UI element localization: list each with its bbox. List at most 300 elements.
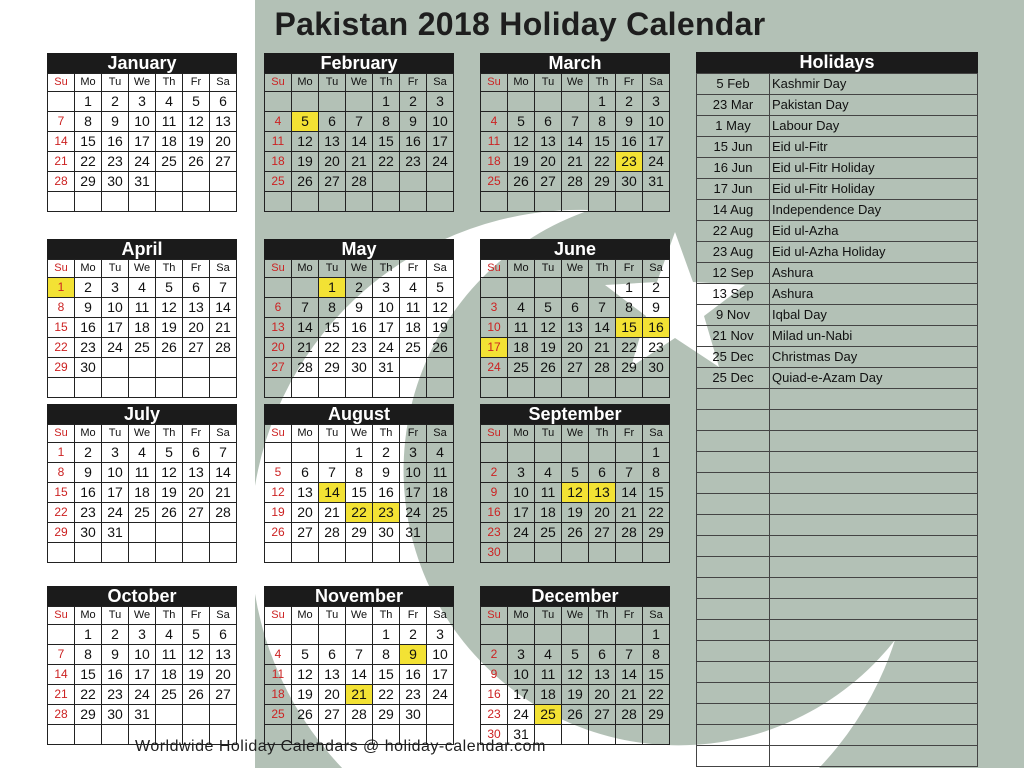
empty-cell <box>481 443 508 463</box>
month-name: May <box>264 239 454 259</box>
weekday-label: We <box>129 425 156 443</box>
day-cell: 11 <box>427 463 454 483</box>
weekday-label: Th <box>589 425 616 443</box>
month-name: September <box>480 404 670 424</box>
holiday-row <box>697 620 978 641</box>
day-cell: 4 <box>400 278 427 298</box>
day-cell: 18 <box>508 338 535 358</box>
day-cell: 7 <box>346 112 373 132</box>
empty-cell <box>535 443 562 463</box>
holiday-row <box>697 536 978 557</box>
day-cell: 24 <box>427 152 454 172</box>
empty-cell <box>643 192 670 212</box>
empty-cell <box>265 378 292 398</box>
day-cell: 7 <box>616 463 643 483</box>
weekday-label: We <box>129 260 156 278</box>
day-cell: 16 <box>643 318 670 338</box>
holiday-row <box>697 515 978 536</box>
day-cell: 24 <box>508 523 535 543</box>
day-cell: 12 <box>265 483 292 503</box>
day-cell: 16 <box>75 483 102 503</box>
empty-cell <box>589 725 616 745</box>
day-cell: 9 <box>400 112 427 132</box>
empty-cell <box>427 192 454 212</box>
holiday-name <box>770 410 978 431</box>
empty-cell <box>427 378 454 398</box>
holiday-row <box>697 305 978 326</box>
weekday-label: Sa <box>643 74 670 92</box>
day-cell: 7 <box>210 278 237 298</box>
day-cell: 8 <box>643 645 670 665</box>
day-cell: 1 <box>373 92 400 112</box>
empty-cell <box>535 192 562 212</box>
day-cell: 1 <box>75 625 102 645</box>
day-cell: 23 <box>102 685 129 705</box>
day-cell: 3 <box>508 463 535 483</box>
day-cell: 18 <box>535 503 562 523</box>
holiday-name: Christmas Day <box>770 347 978 368</box>
day-cell: 14 <box>48 665 75 685</box>
empty-cell <box>508 378 535 398</box>
weekday-label: We <box>129 74 156 92</box>
day-cell: 28 <box>562 172 589 192</box>
holiday-date: 1 May <box>697 116 770 137</box>
day-cell: 5 <box>265 463 292 483</box>
empty-cell <box>48 725 75 745</box>
empty-cell <box>589 625 616 645</box>
day-cell: 11 <box>265 665 292 685</box>
month-may <box>264 239 454 398</box>
weekday-label: We <box>562 425 589 443</box>
day-cell: 1 <box>373 625 400 645</box>
day-cell: 24 <box>129 152 156 172</box>
holidays-panel <box>696 52 978 767</box>
weekday-label: Tu <box>102 607 129 625</box>
month-grid <box>264 424 454 563</box>
day-cell: 13 <box>183 463 210 483</box>
holiday-row <box>697 389 978 410</box>
day-cell: 27 <box>562 358 589 378</box>
day-cell: 26 <box>183 152 210 172</box>
day-cell: 25 <box>481 172 508 192</box>
day-cell: 17 <box>129 132 156 152</box>
day-cell: 9 <box>75 298 102 318</box>
holiday-name <box>770 599 978 620</box>
day-cell: 18 <box>427 483 454 503</box>
day-cell: 3 <box>400 443 427 463</box>
weekday-label: We <box>346 607 373 625</box>
month-name: June <box>480 239 670 259</box>
day-cell: 21 <box>346 685 373 705</box>
holiday-name: Pakistan Day <box>770 95 978 116</box>
empty-cell <box>156 543 183 563</box>
empty-cell <box>292 625 319 645</box>
month-grid <box>480 73 670 212</box>
day-cell: 1 <box>48 443 75 463</box>
day-cell: 5 <box>156 443 183 463</box>
day-cell: 22 <box>616 338 643 358</box>
empty-cell <box>319 378 346 398</box>
day-cell: 30 <box>102 172 129 192</box>
day-cell: 19 <box>292 685 319 705</box>
empty-cell <box>183 172 210 192</box>
month-grid <box>47 73 237 212</box>
empty-cell <box>535 92 562 112</box>
day-cell: 31 <box>508 725 535 745</box>
day-cell: 2 <box>102 625 129 645</box>
weekday-label: Sa <box>210 425 237 443</box>
weekday-label: Su <box>481 260 508 278</box>
day-cell: 27 <box>183 338 210 358</box>
day-cell: 11 <box>129 463 156 483</box>
day-cell: 30 <box>481 543 508 563</box>
empty-cell <box>102 358 129 378</box>
weekday-label: Fr <box>616 425 643 443</box>
holiday-name: Eid ul-Fitr Holiday <box>770 179 978 200</box>
day-cell: 9 <box>102 112 129 132</box>
holiday-row <box>697 704 978 725</box>
day-cell: 29 <box>643 523 670 543</box>
day-cell: 12 <box>156 298 183 318</box>
weekday-label: Tu <box>102 74 129 92</box>
day-cell: 29 <box>75 705 102 725</box>
day-cell: 21 <box>210 483 237 503</box>
day-cell: 30 <box>75 358 102 378</box>
day-cell: 5 <box>183 625 210 645</box>
day-cell: 16 <box>75 318 102 338</box>
day-cell: 31 <box>129 172 156 192</box>
day-cell: 28 <box>346 705 373 725</box>
day-cell: 15 <box>373 132 400 152</box>
day-cell: 16 <box>102 665 129 685</box>
weekday-label: Mo <box>75 260 102 278</box>
empty-cell <box>156 172 183 192</box>
day-cell: 13 <box>319 665 346 685</box>
day-cell: 21 <box>616 503 643 523</box>
weekday-label: Su <box>48 607 75 625</box>
day-cell: 11 <box>508 318 535 338</box>
weekday-label: Fr <box>183 74 210 92</box>
day-cell: 23 <box>616 152 643 172</box>
empty-cell <box>616 192 643 212</box>
holiday-date: 17 Jun <box>697 179 770 200</box>
day-cell: 9 <box>373 463 400 483</box>
day-cell: 4 <box>129 278 156 298</box>
month-september <box>480 404 670 563</box>
holiday-date: 9 Nov <box>697 305 770 326</box>
empty-cell <box>589 278 616 298</box>
day-cell: 5 <box>535 298 562 318</box>
empty-cell <box>265 543 292 563</box>
empty-cell <box>508 543 535 563</box>
holiday-date: 16 Jun <box>697 158 770 179</box>
holiday-date <box>697 557 770 578</box>
day-cell: 20 <box>535 152 562 172</box>
day-cell: 24 <box>508 705 535 725</box>
weekday-label: Fr <box>400 260 427 278</box>
empty-cell <box>48 625 75 645</box>
day-cell: 9 <box>481 483 508 503</box>
day-cell: 12 <box>292 665 319 685</box>
empty-cell <box>481 192 508 212</box>
day-cell: 7 <box>210 443 237 463</box>
day-cell: 23 <box>373 503 400 523</box>
day-cell: 13 <box>589 483 616 503</box>
day-cell: 29 <box>643 705 670 725</box>
day-cell: 7 <box>616 645 643 665</box>
empty-cell <box>481 92 508 112</box>
day-cell: 18 <box>535 685 562 705</box>
weekday-label: Mo <box>292 260 319 278</box>
empty-cell <box>562 543 589 563</box>
holiday-date <box>697 746 770 767</box>
day-cell: 17 <box>400 483 427 503</box>
day-cell: 15 <box>643 483 670 503</box>
empty-cell <box>265 192 292 212</box>
weekday-label: Fr <box>183 607 210 625</box>
empty-cell <box>265 92 292 112</box>
day-cell: 6 <box>589 645 616 665</box>
holiday-name: Eid ul-Azha <box>770 221 978 242</box>
day-cell: 13 <box>292 483 319 503</box>
holiday-date <box>697 662 770 683</box>
empty-cell <box>102 543 129 563</box>
holiday-date <box>697 683 770 704</box>
day-cell: 11 <box>156 645 183 665</box>
empty-cell <box>129 543 156 563</box>
weekday-label: We <box>346 260 373 278</box>
day-cell: 24 <box>427 685 454 705</box>
day-cell: 3 <box>481 298 508 318</box>
day-cell: 15 <box>48 483 75 503</box>
holiday-name <box>770 515 978 536</box>
day-cell: 12 <box>183 645 210 665</box>
day-cell: 6 <box>183 278 210 298</box>
day-cell: 31 <box>373 358 400 378</box>
day-cell: 13 <box>210 112 237 132</box>
empty-cell <box>481 278 508 298</box>
day-cell: 8 <box>373 112 400 132</box>
holiday-row <box>697 662 978 683</box>
day-cell: 5 <box>508 112 535 132</box>
holiday-name <box>770 473 978 494</box>
holiday-date <box>697 725 770 746</box>
day-cell: 7 <box>562 112 589 132</box>
weekday-label: We <box>562 260 589 278</box>
day-cell: 30 <box>481 725 508 745</box>
holidays-table <box>696 73 978 767</box>
empty-cell <box>292 378 319 398</box>
day-cell: 20 <box>562 338 589 358</box>
day-cell: 4 <box>535 463 562 483</box>
holiday-name: Quiad-e-Azam Day <box>770 368 978 389</box>
empty-cell <box>643 543 670 563</box>
day-cell: 5 <box>292 112 319 132</box>
day-cell: 20 <box>265 338 292 358</box>
weekday-label: Fr <box>400 425 427 443</box>
month-grid <box>264 606 454 745</box>
empty-cell <box>616 725 643 745</box>
day-cell: 17 <box>102 483 129 503</box>
day-cell: 24 <box>400 503 427 523</box>
holiday-row <box>697 242 978 263</box>
day-cell: 6 <box>562 298 589 318</box>
month-name: April <box>47 239 237 259</box>
day-cell: 16 <box>400 665 427 685</box>
weekday-label: We <box>562 74 589 92</box>
day-cell: 29 <box>48 358 75 378</box>
day-cell: 12 <box>156 463 183 483</box>
empty-cell <box>400 172 427 192</box>
day-cell: 22 <box>346 503 373 523</box>
empty-cell <box>292 278 319 298</box>
day-cell: 17 <box>508 503 535 523</box>
weekday-label: Th <box>589 74 616 92</box>
day-cell: 7 <box>48 112 75 132</box>
day-cell: 18 <box>129 318 156 338</box>
weekday-label: Tu <box>102 260 129 278</box>
holiday-name: Eid ul-Fitr Holiday <box>770 158 978 179</box>
page-title: Pakistan 2018 Holiday Calendar <box>274 6 766 42</box>
day-cell: 15 <box>373 665 400 685</box>
day-cell: 19 <box>183 132 210 152</box>
empty-cell <box>535 278 562 298</box>
day-cell: 6 <box>292 463 319 483</box>
holiday-date: 5 Feb <box>697 74 770 95</box>
empty-cell <box>319 192 346 212</box>
day-cell: 20 <box>183 483 210 503</box>
day-cell: 4 <box>265 645 292 665</box>
day-cell: 31 <box>400 523 427 543</box>
day-cell: 2 <box>75 278 102 298</box>
day-cell: 23 <box>643 338 670 358</box>
weekday-label: Mo <box>75 607 102 625</box>
empty-cell <box>589 543 616 563</box>
day-cell: 29 <box>75 172 102 192</box>
day-cell: 2 <box>400 625 427 645</box>
weekday-label: Th <box>589 607 616 625</box>
holiday-name <box>770 536 978 557</box>
day-cell: 9 <box>102 645 129 665</box>
day-cell: 18 <box>400 318 427 338</box>
day-cell: 21 <box>319 503 346 523</box>
day-cell: 14 <box>589 318 616 338</box>
weekday-label: Tu <box>535 260 562 278</box>
holiday-name <box>770 389 978 410</box>
month-grid <box>480 259 670 398</box>
day-cell: 22 <box>373 685 400 705</box>
day-cell: 15 <box>589 132 616 152</box>
holiday-name <box>770 431 978 452</box>
day-cell: 12 <box>292 132 319 152</box>
weekday-label: Tu <box>319 260 346 278</box>
day-cell: 7 <box>48 645 75 665</box>
day-cell: 9 <box>481 665 508 685</box>
empty-cell <box>508 192 535 212</box>
day-cell: 8 <box>48 463 75 483</box>
day-cell: 24 <box>481 358 508 378</box>
day-cell: 2 <box>616 92 643 112</box>
day-cell: 8 <box>643 463 670 483</box>
day-cell: 23 <box>75 338 102 358</box>
day-cell: 25 <box>400 338 427 358</box>
day-cell: 28 <box>48 705 75 725</box>
weekday-label: Mo <box>75 74 102 92</box>
holiday-name <box>770 557 978 578</box>
day-cell: 14 <box>616 665 643 685</box>
day-cell: 6 <box>265 298 292 318</box>
empty-cell <box>562 378 589 398</box>
holiday-name: Milad un-Nabi <box>770 326 978 347</box>
day-cell: 11 <box>129 298 156 318</box>
day-cell: 24 <box>102 338 129 358</box>
month-name: July <box>47 404 237 424</box>
day-cell: 28 <box>210 503 237 523</box>
day-cell: 26 <box>156 503 183 523</box>
day-cell: 5 <box>427 278 454 298</box>
day-cell: 2 <box>481 463 508 483</box>
empty-cell <box>156 705 183 725</box>
day-cell: 26 <box>535 358 562 378</box>
day-cell: 27 <box>292 523 319 543</box>
empty-cell <box>427 543 454 563</box>
day-cell: 1 <box>643 625 670 645</box>
holiday-row <box>697 95 978 116</box>
day-cell: 26 <box>183 685 210 705</box>
day-cell: 26 <box>427 338 454 358</box>
empty-cell <box>400 192 427 212</box>
holiday-row <box>697 599 978 620</box>
empty-cell <box>535 543 562 563</box>
day-cell: 29 <box>373 705 400 725</box>
day-cell: 13 <box>589 665 616 685</box>
holiday-row <box>697 452 978 473</box>
empty-cell <box>373 172 400 192</box>
day-cell: 15 <box>48 318 75 338</box>
empty-cell <box>183 192 210 212</box>
day-cell: 19 <box>183 665 210 685</box>
day-cell: 20 <box>210 132 237 152</box>
day-cell: 19 <box>508 152 535 172</box>
month-february <box>264 53 454 212</box>
holiday-date <box>697 578 770 599</box>
weekday-label: Tu <box>535 74 562 92</box>
empty-cell <box>535 378 562 398</box>
day-cell: 23 <box>481 705 508 725</box>
empty-cell <box>156 523 183 543</box>
day-cell: 26 <box>265 523 292 543</box>
day-cell: 18 <box>156 665 183 685</box>
day-cell: 19 <box>156 483 183 503</box>
day-cell: 17 <box>481 338 508 358</box>
holiday-row <box>697 158 978 179</box>
day-cell: 19 <box>156 318 183 338</box>
day-cell: 17 <box>508 685 535 705</box>
footer-credit: Worldwide Holiday Calendars @ holiday-calendar.com <box>135 738 546 755</box>
day-cell: 3 <box>102 278 129 298</box>
empty-cell <box>373 192 400 212</box>
day-cell: 14 <box>562 132 589 152</box>
weekday-label: Tu <box>102 425 129 443</box>
day-cell: 28 <box>616 705 643 725</box>
empty-cell <box>265 278 292 298</box>
empty-cell <box>102 725 129 745</box>
weekday-label: We <box>346 425 373 443</box>
day-cell: 19 <box>562 503 589 523</box>
day-cell: 9 <box>75 463 102 483</box>
empty-cell <box>589 378 616 398</box>
holiday-name: Labour Day <box>770 116 978 137</box>
